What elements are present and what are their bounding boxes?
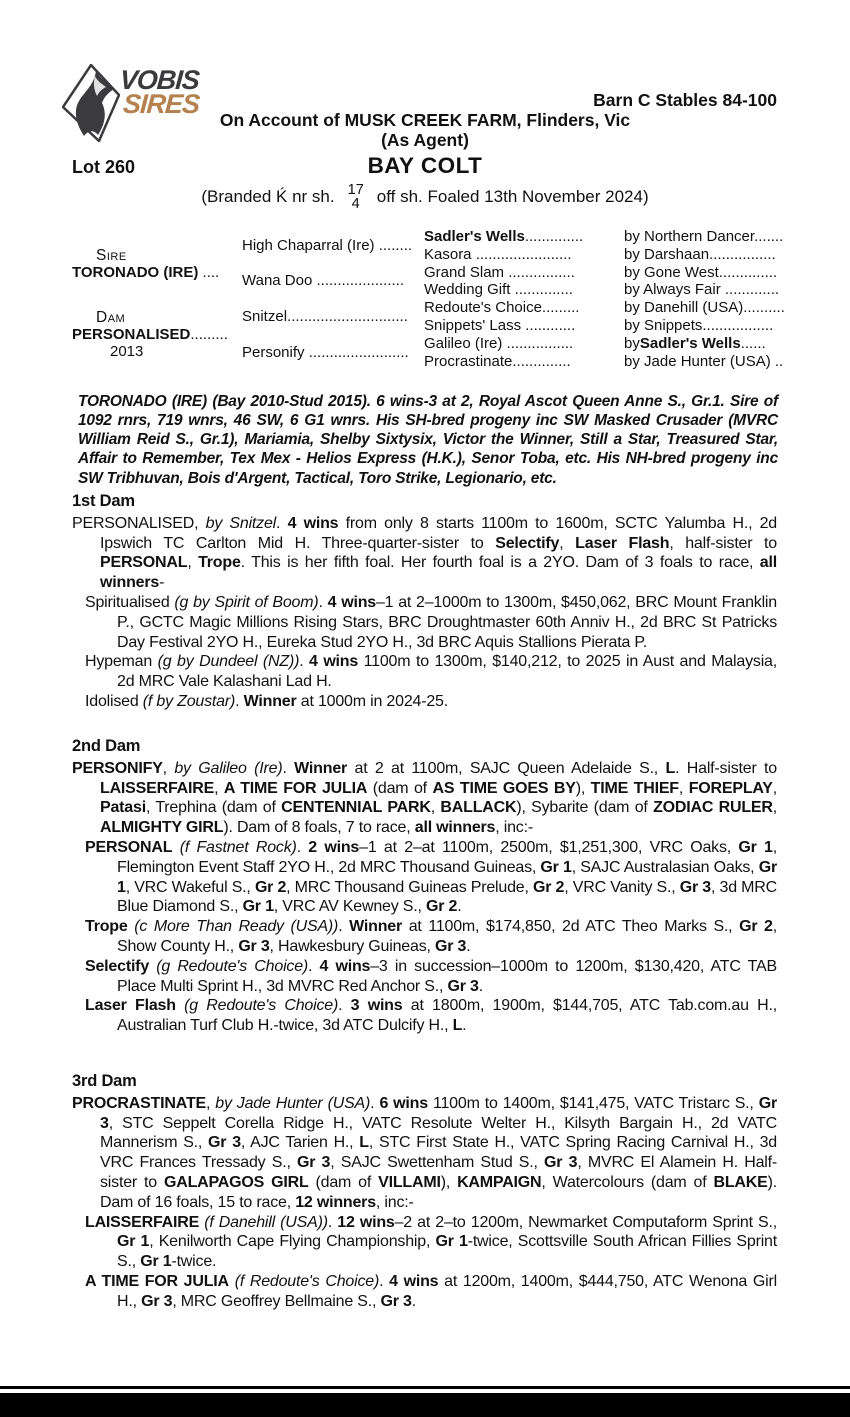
- section-heading: 1st Dam: [72, 492, 135, 510]
- pedigree-gen3-by: by Sadler's Wells ......: [624, 334, 766, 352]
- progeny-paragraph: Spiritualised (g by Spirit of Boom). 4 wins–1 at 2–1000m to 1300m, $450,062, BRC Mount Franklin P., GCTC Magic Millions Rising Stars, BRC Droughtmaster 60th Anniv H., 2d BRC St Patricks Day Festival 2YO H., Eureka Stud 2YO H., 3d BRC Aquis Stallions Pierata P.: [85, 593, 777, 651]
- logo-text-vobis: VOBIS: [118, 65, 200, 95]
- pedigree-gen3-name: Kasora .......................: [424, 245, 572, 263]
- progeny-paragraph: Trope (c More Than Ready (USA)). Winner at 1100m, $174,850, 2d ATC Theo Marks S., Gr 2, Show County H., Gr 3, Hawkesbury Guineas, Gr 3.: [85, 918, 777, 955]
- progeny-paragraph: Hypeman (g by Dundeel (NZ)). 4 wins 1100m to 1300m, $140,212, to 2025 in Aust and Malaysia, 2d MRC Vale Kalashani Lad H.: [85, 653, 777, 691]
- sire-blurb: TORONADO (IRE) (Bay 2010-Stud 2015). 6 wins-3 at 2, Royal Ascot Queen Anne S., Gr.1. Sire of 1092 rnrs, 719 wnrs, 46 SW, 6 G1 wnrs. His SH-bred progeny inc SW Masked Crusader (MVRC William Reid S., Gr.1), Mariamia, Shelby Sixtysix, Victor the Winner, Still a Star, Treasured Star, Affair to Remember, Tex Mex - Helios Express (H.K.), Senor Toba, etc. His NH-bred progeny inc SW Tribhuvan, Bois d'Argent, Tactical, Toro Strike, Legionario, etc.: [78, 392, 778, 487]
- brand-fraction-top: 17: [347, 182, 364, 198]
- dam-block: [72, 299, 242, 370]
- dam-paragraph: PERSONALISED, by Snitzel. 4 wins from only 8 starts 1100m to 1600m, SCTC Yalumba H., 2d Ipswich TC Carlton Mid H. Three-quarter-sister to Selectify, Laser Flash, half-sister to PERSONAL, Trope. This is her fifth foal. Her fourth foal is a 2YO. Dam of 3 foals to race, all winners-: [72, 514, 777, 592]
- progeny-paragraph: Idolised (f by Zoustar). Winner at 1000m in 2024-25.: [85, 692, 448, 710]
- footer-bar: [0, 1393, 850, 1417]
- progeny-paragraph: A TIME FOR JULIA (f Redoute's Choice). 4 wins at 1200m, 1400m, $444,750, ATC Wenona Girl H., Gr 3, MRC Geoffrey Bellmaine S., Gr 3.: [85, 1272, 777, 1310]
- sire-block: [72, 228, 242, 299]
- account-line: On Account of MUSK CREEK FARM, Flinders, Vic: [219, 110, 631, 130]
- pedigree-gen2-entry: Wana Doo .....................: [242, 272, 404, 290]
- pedigree-gen3-name: Snippets' Lass ............: [424, 316, 576, 334]
- dam-paragraph: PERSONIFY, by Galileo (Ire). Winner at 2 at 1100m, SAJC Queen Adelaide S., L. Half-sister to LAISSERFAIRE, A TIME FOR JULIA (dam of AS TIME GOES BY), TIME THIEF, FOREPLAY, Patasi, Trephina (dam of CENTENNIAL PARK, BALLACK), Sybarite (dam of ZODIAC RULER, ALMIGHTY GIRL). Dam of 8 foals, 7 to race, all winners, inc:-: [72, 759, 778, 837]
- dam-label: Dam: [96, 309, 126, 327]
- dam-name: PERSONALISED.........: [72, 326, 228, 344]
- pedigree-gen3-name: Procrastinate..............: [424, 352, 571, 370]
- pedigree-gen3-by: by Danehill (USA)..........: [624, 299, 785, 317]
- pedigree-gen3-name: Wedding Gift ..............: [424, 281, 573, 299]
- brand-line: [0, 183, 850, 211]
- progeny-paragraph: PERSONAL (f Fastnet Rock). 2 wins–1 at 2–at 1100m, 2500m, $1,251,300, VRC Oaks, Gr 1, Flemington Event Staff 2YO H., 2d MRC Thousand Guineas, Gr 1, SAJC Australasian Oaks, Gr 1, VRC Wakeful S., Gr 2, MRC Thousand Guineas Prelude, Gr 2, VRC Vanity S., Gr 3, 3d MRC Blue Diamond S., Gr 1, VRC AV Kewney S., Gr 2.: [85, 838, 778, 916]
- dam-year: 2013: [110, 343, 144, 361]
- pedigree-gen2-entry: Snitzel.............................: [242, 308, 408, 326]
- brand-suffix: off sh. Foaled 13th November 2024): [376, 187, 649, 206]
- brand-fraction-bottom: 4: [351, 196, 360, 212]
- logo-wordmark: [117, 65, 201, 119]
- pedigree-gen3-name: Redoute's Choice.........: [424, 299, 580, 317]
- section-heading: 3rd Dam: [72, 1072, 137, 1090]
- page-title: BAY COLT: [367, 153, 483, 178]
- barn-stables-label: Barn C Stables 84-100: [593, 90, 777, 110]
- lot-number: Lot 260: [72, 157, 136, 177]
- section-1st-dam: [72, 492, 777, 712]
- progeny-paragraph: Selectify (g Redoute's Choice). 4 wins–3 in succession–1000m to 1200m, $130,420, ATC TAB Place Multi Sprint H., 3d MVRC Red Anchor S., Gr 3.: [85, 957, 777, 995]
- progeny-paragraph: LAISSERFAIRE (f Danehill (USA)). 12 wins–2 at 2–to 1200m, Newmarket Computaform Sprint S., Gr 1, Kenilworth Cape Flying Championship, Gr 1-twice, Scottsville South African Fillies Sprint S., Gr 1-twice.: [85, 1213, 777, 1271]
- logo-text-sires: SIRES: [122, 89, 201, 119]
- pedigree-gen3-name: Sadler's Wells ..............: [424, 228, 584, 245]
- brand-prefix: (Branded Ḱ nr sh.: [201, 187, 335, 206]
- sire-label: Sire: [96, 246, 127, 264]
- dam-paragraph: PROCRASTINATE, by Jade Hunter (USA). 6 wins 1100m to 1400m, $141,475, VATC Tristarc S., Gr 3, STC Seppelt Corella Ridge H., VATC Resolute Welter H., Kilsyth Bargain H., 2d VATC Mannerism S., Gr 3, AJC Tarien H., L, STC First State H., VATC Spring Racing Carnival H., 3d VRC Frances Tressady S., Gr 3, SAJC Swettenham Stud S., Gr 3, MVRC El Alamein H. Half-sister to GALAPAGOS GIRL (dam of VILLAMI), KAMPAIGN, Watercolours (dam of BLAKE). Dam of 16 foals, 15 to race, 12 winners, inc:-: [72, 1094, 778, 1211]
- brand-fraction: [348, 183, 364, 211]
- pedigree-gen3-name: Grand Slam ................: [424, 263, 575, 281]
- section-heading: 2nd Dam: [72, 737, 141, 755]
- section-2nd-dam: [72, 737, 777, 1036]
- progeny-paragraph: Laser Flash (g Redoute's Choice). 3 wins at 1800m, 1900m, $144,705, ATC Tab.com.au H., Australian Turf Club H.-twice, 3d ATC Dulcify H., L.: [85, 997, 777, 1035]
- pedigree-gen2-entry: Personify ........................: [242, 343, 409, 361]
- pedigree-gen2-entry: High Chaparral (Ire) ........: [242, 236, 413, 254]
- agent-line: (As Agent): [381, 130, 469, 150]
- pedigree-gen3-by: by Darshaan................: [624, 245, 776, 263]
- pedigree-gen3-by: by Northern Dancer.......: [624, 228, 784, 245]
- footer-rule: [0, 1386, 850, 1389]
- pedigree-gen3-by: by Always Fair .............: [624, 281, 780, 299]
- pedigree-gen3-name: Galileo (Ire) ................: [424, 334, 574, 352]
- pedigree-gen3-by: by Gone West..............: [624, 263, 778, 281]
- sire-name: TORONADO (IRE) ....: [72, 263, 220, 281]
- pedigree-gen3-by: by Jade Hunter (USA) ..: [624, 352, 784, 370]
- pedigree-table: [72, 228, 785, 370]
- section-3rd-dam: [72, 1072, 777, 1312]
- pedigree-gen3-by: by Snippets.................: [624, 316, 774, 334]
